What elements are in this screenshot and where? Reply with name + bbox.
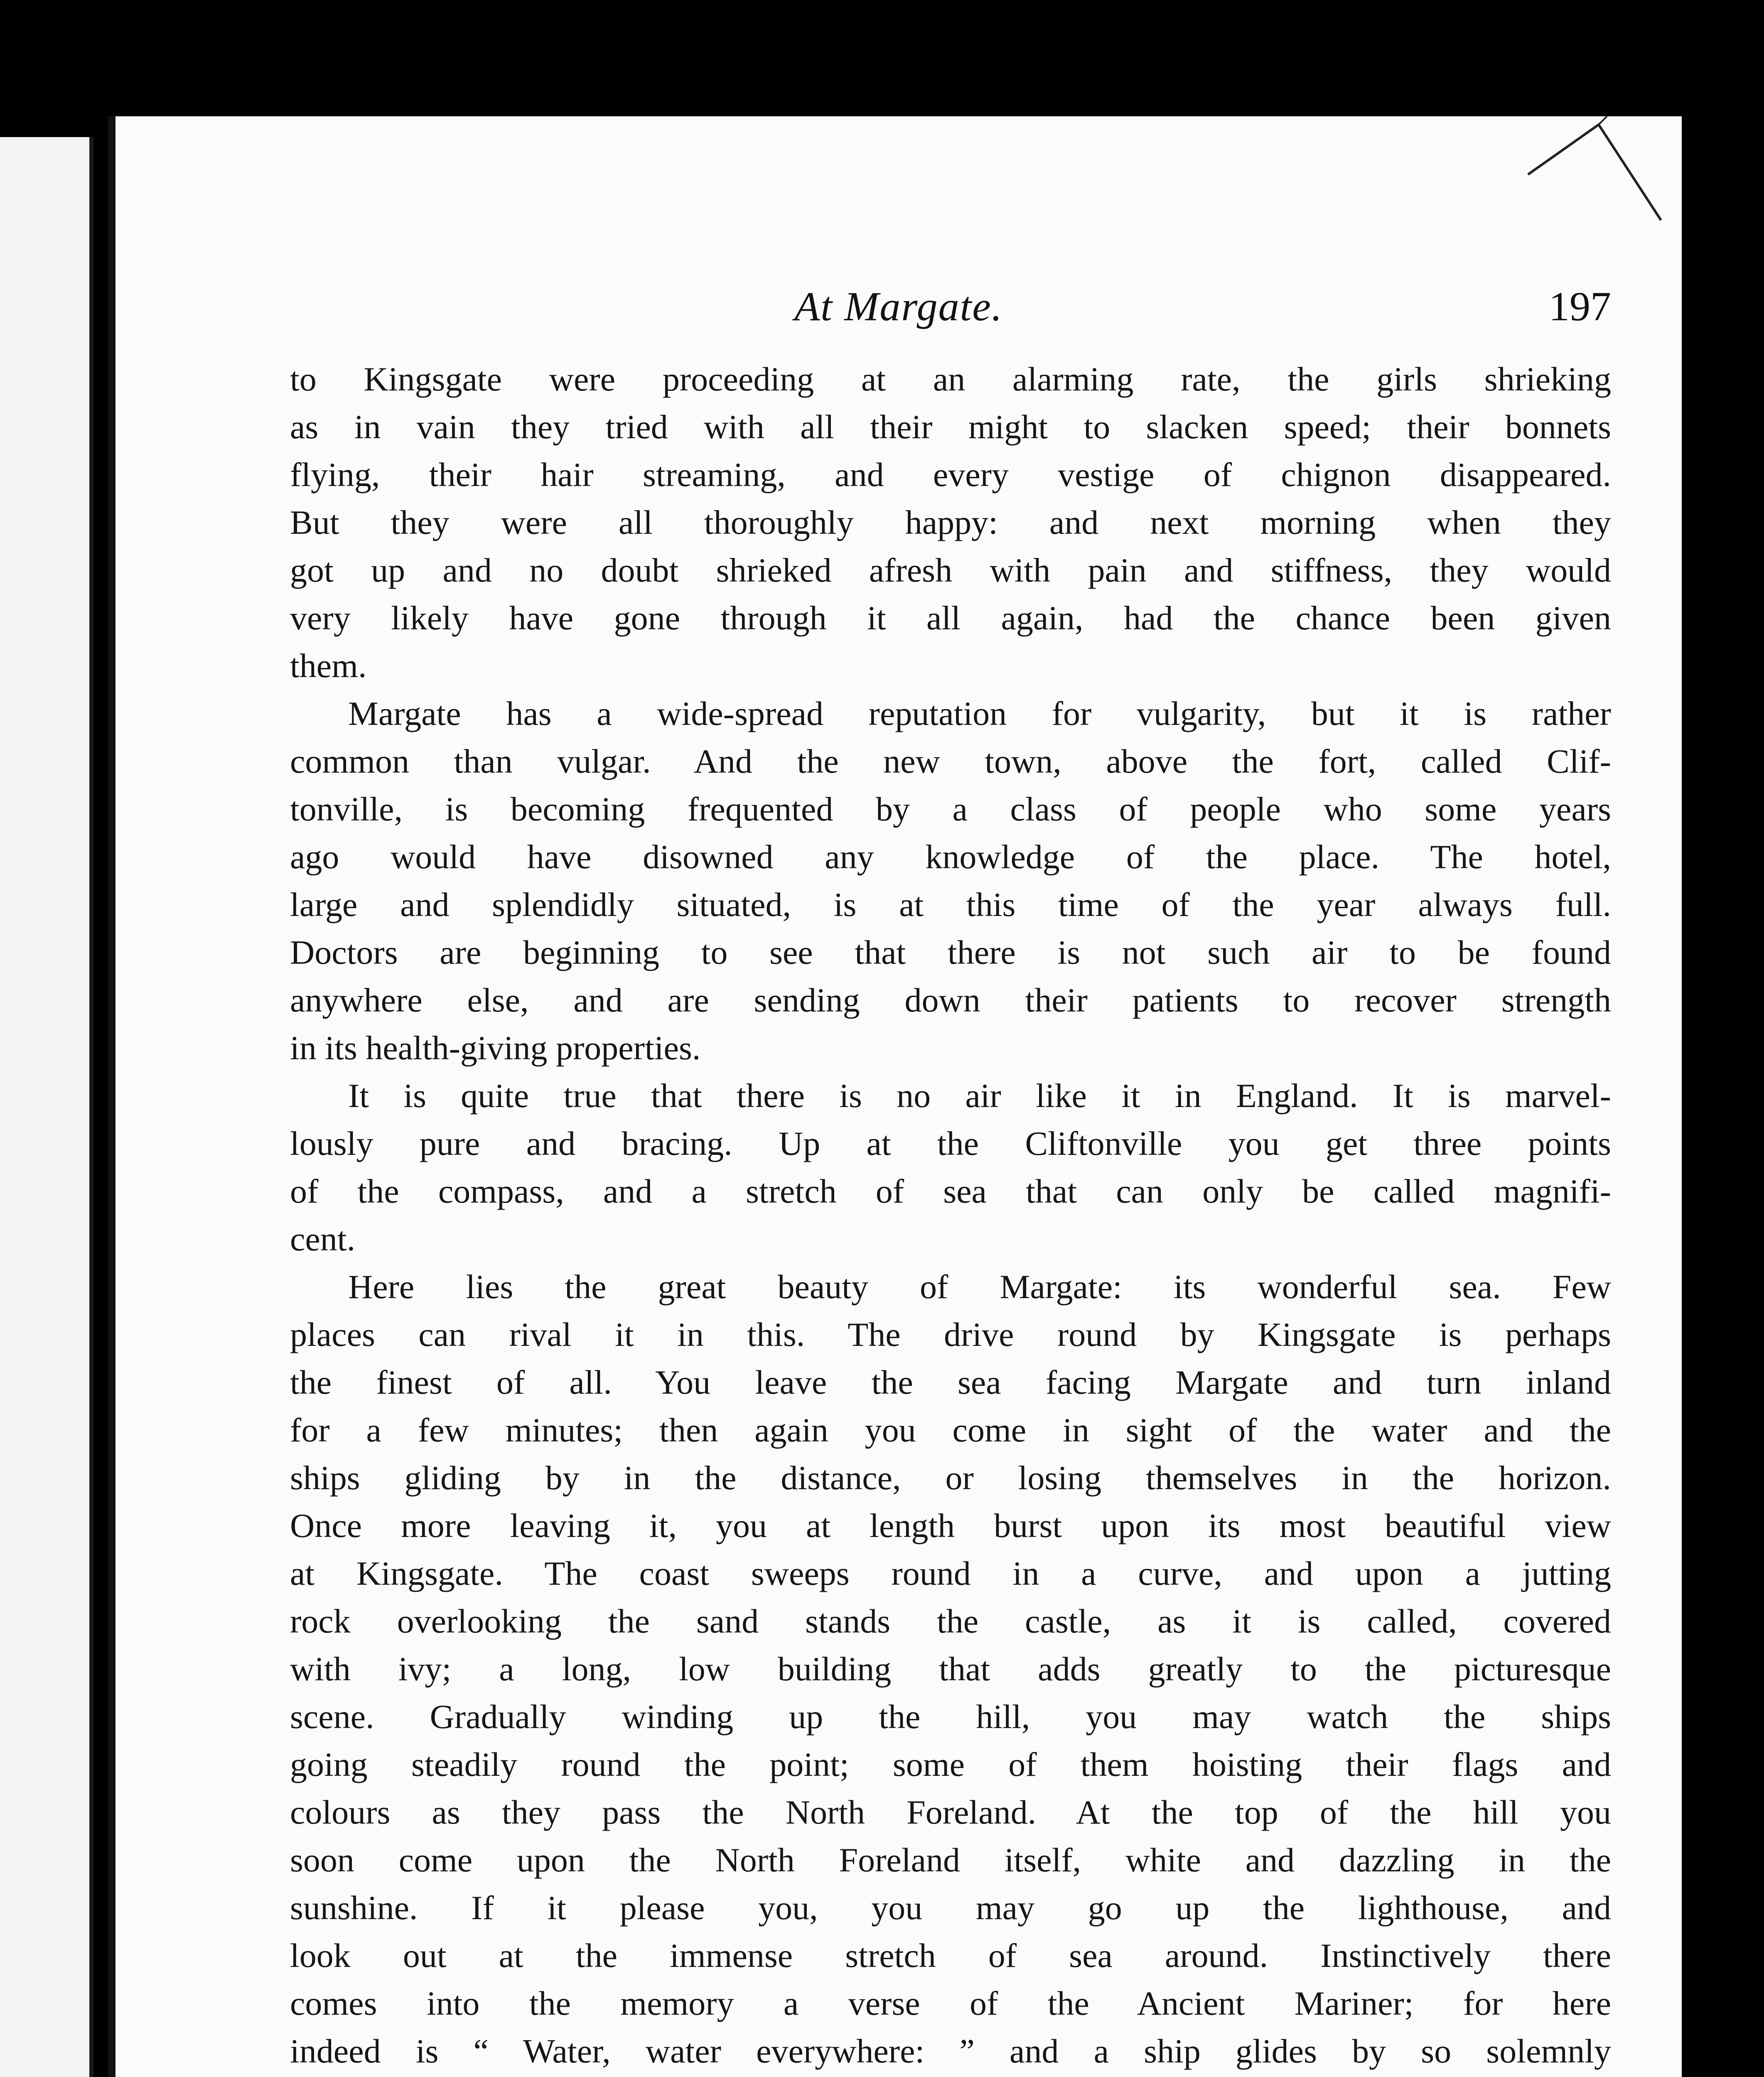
text-line: It is quite true that there is no air like it in England. It is marvel- — [348, 1077, 1611, 1115]
text-line: ships gliding by in the distance, or losing themselves in the horizon. — [290, 1459, 1611, 1497]
text-line: with ivy; a long, low building that adds greatly to the picturesque — [290, 1650, 1611, 1688]
page-corner-mark-icon — [1524, 116, 1682, 241]
text-line: look out at the immense stretch of sea around. Instinctively there — [290, 1937, 1611, 1974]
body-text — [290, 355, 1611, 2077]
text-line: colours as they pass the North Foreland. At the top of the hill you — [290, 1793, 1611, 1831]
book-page — [108, 116, 1682, 2077]
text-line: got up and no doubt shrieked afresh with pain and stiffness, they would — [290, 551, 1611, 589]
text-line: Margate has a wide-spread reputation for vulgarity, but it is rather — [348, 695, 1611, 732]
text-line: very likely have gone through it all again, had the chance been given — [290, 599, 1611, 637]
text-line: in its health-giving properties. — [290, 1029, 701, 1067]
text-line: tonville, is becoming frequented by a class of people who some years — [290, 790, 1611, 828]
text-line: of the compass, and a stretch of sea that can only be called magnifi- — [290, 1172, 1611, 1210]
text-line: at Kingsgate. The coast sweeps round in a curve, and upon a jutting — [290, 1554, 1611, 1592]
text-line: lously pure and bracing. Up at the Cliftonville you get three points — [290, 1124, 1611, 1162]
text-line: places can rival it in this. The drive round by Kingsgate is perhaps — [290, 1316, 1611, 1353]
text-line: cent. — [290, 1220, 356, 1258]
text-line: flying, their hair streaming, and every vestige of chignon disappeared. — [290, 456, 1611, 493]
text-line: scene. Gradually winding up the hill, you may watch the ships — [290, 1698, 1611, 1736]
running-title: At Margate. — [794, 283, 1003, 329]
running-header — [115, 282, 1682, 357]
text-line: soon come upon the North Foreland itself, white and dazzling in the — [290, 1841, 1611, 1879]
page-number: 197 — [1549, 283, 1611, 329]
facing-page-edge — [0, 137, 93, 2077]
text-line — [290, 2075, 1611, 2077]
text-line: them. — [290, 647, 367, 685]
text-line: But they were all thoroughly happy: and next morning when they — [290, 503, 1611, 541]
text-line: large and splendidly situated, is at this time of the year always full. — [290, 886, 1611, 923]
text-line: going steadily round the point; some of them hoisting their flags and — [290, 1746, 1611, 1783]
paragraph — [290, 690, 1611, 1072]
text-line: common than vulgar. And the new town, above the fort, called Clif- — [290, 742, 1611, 780]
text-line: Here lies the great beauty of Margate: its wonderful sea. Few — [348, 1268, 1611, 1306]
text-line: ago would have disowned any knowledge of the place. The hotel, — [290, 838, 1611, 876]
text-line: the finest of all. You leave the sea facing Margate and turn inland — [290, 1363, 1611, 1401]
paragraph — [290, 1263, 1611, 2077]
text-line: for a few minutes; then again you come in sight of the water and the — [290, 1411, 1611, 1449]
paragraph — [290, 355, 1611, 690]
text-line: anywhere else, and are sending down their patients to recover strength — [290, 981, 1611, 1019]
text-line: Once more leaving it, you at length burst upon its most beautiful view — [290, 1507, 1611, 1544]
text-line: sunshine. If it please you, you may go up the lighthouse, and — [290, 1889, 1611, 1927]
text-line: rock overlooking the sand stands the castle, as it is called, covered — [290, 1602, 1611, 1640]
text-line: to Kingsgate were proceeding at an alarming rate, the girls shrieking — [290, 360, 1611, 398]
paragraph — [290, 1072, 1611, 1263]
text-line: Doctors are beginning to see that there is not such air to be found — [290, 933, 1611, 971]
text-line: as in vain they tried with all their might to slacken speed; their bonnets — [290, 408, 1611, 446]
text-line: comes into the memory a verse of the Ancient Mariner; for here — [290, 1984, 1611, 2022]
text-line: indeed is “ Water, water everywhere: ” and a ship glides by so solemnly — [290, 2032, 1611, 2070]
